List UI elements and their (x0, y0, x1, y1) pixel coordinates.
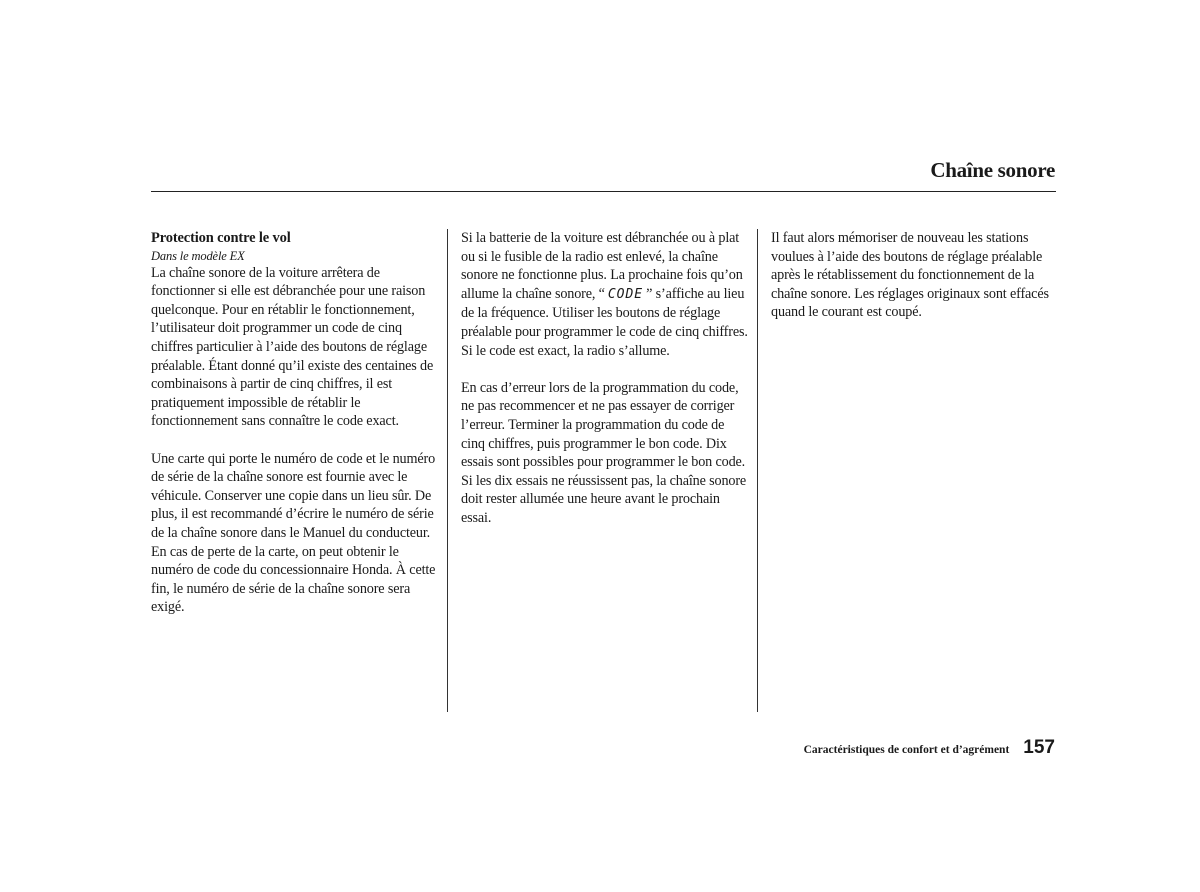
column2-paragraph-1 (461, 229, 751, 360)
column1-paragraph-1: La chaîne sonore de la voiture arrêtera de fonctionner si elle est débranchée pour une raison quelconque. Pour en rétablir le fonctionnement, l’utilisateur doit programmer un code de cinq chiffres particulier à l’aide des boutons de réglage préalable. Étant donné qu’il existe des centaines de combinaisons à partir de cinq chiffres, il est pratiquement impossible de rétablir le fonctionnement sans connaître le code exact. (151, 264, 434, 430)
column1-paragraph-2: Une carte qui porte le numéro de code et le numéro de série de la chaîne sonore est fournie avec le véhicule. Conserver une copie dans un lieu sûr. De plus, il est recommandé d’écrire le numéro de série de la chaîne sonore dans le Manuel du conducteur. En cas de perte de la carte, on peut obtenir le numéro de code du concessionnaire Honda. À cette fin, le numéro de série de la chaîne sonore sera exigé. (151, 450, 436, 616)
column-divider-1 (447, 229, 448, 712)
header-rule (151, 191, 1056, 192)
page-number: 157 (1023, 737, 1055, 758)
column-divider-2 (757, 229, 758, 712)
column2-paragraph-1-before: Si la batterie de la voiture est débranchée ou à plat ou si le fusible de la radio est enlevé, la chaîne sonore ne fonctionne plus. La prochaine fois qu’on allume la chaîne sonore, “ (461, 230, 743, 302)
column-3 (771, 229, 1061, 322)
lcd-code-display: CODE (607, 286, 644, 302)
column2-paragraph-1-after: ” s’affiche au lieu de la fréquence. Utiliser les boutons de réglage préalable pour programmer le code de cinq chiffres. Si le code est exact, la radio s’allume. (461, 285, 748, 359)
section-title: Chaîne sonore (930, 158, 1055, 182)
section-heading: Protection contre le vol (151, 230, 291, 246)
column-2 (461, 229, 751, 528)
model-note: Dans le modèle EX (151, 248, 245, 263)
column2-paragraph-2: En cas d’erreur lors de la programmation du code, ne pas recommencer et ne pas essayer de corriger l’erreur. Terminer la programmation du code de cinq chiffres, puis programmer le bon code. Dix essais sont possibles pour programmer le bon code. Si les dix essais ne réussissent pas, la chaîne sonore doit rester allumée une heure avant le prochain essai. (461, 379, 747, 526)
page-footer (804, 737, 1055, 759)
footer-chapter-title: Caractéristiques de confort et d’agrément (803, 744, 1010, 756)
column-1 (151, 229, 439, 617)
column3-paragraph-1: Il faut alors mémoriser de nouveau les stations voulues à l’aide des boutons de réglage préalable après le rétablissement du fonctionnement de la chaîne sonore. Les réglages originaux sont effacés quand le courant est coupé. (771, 230, 1049, 321)
